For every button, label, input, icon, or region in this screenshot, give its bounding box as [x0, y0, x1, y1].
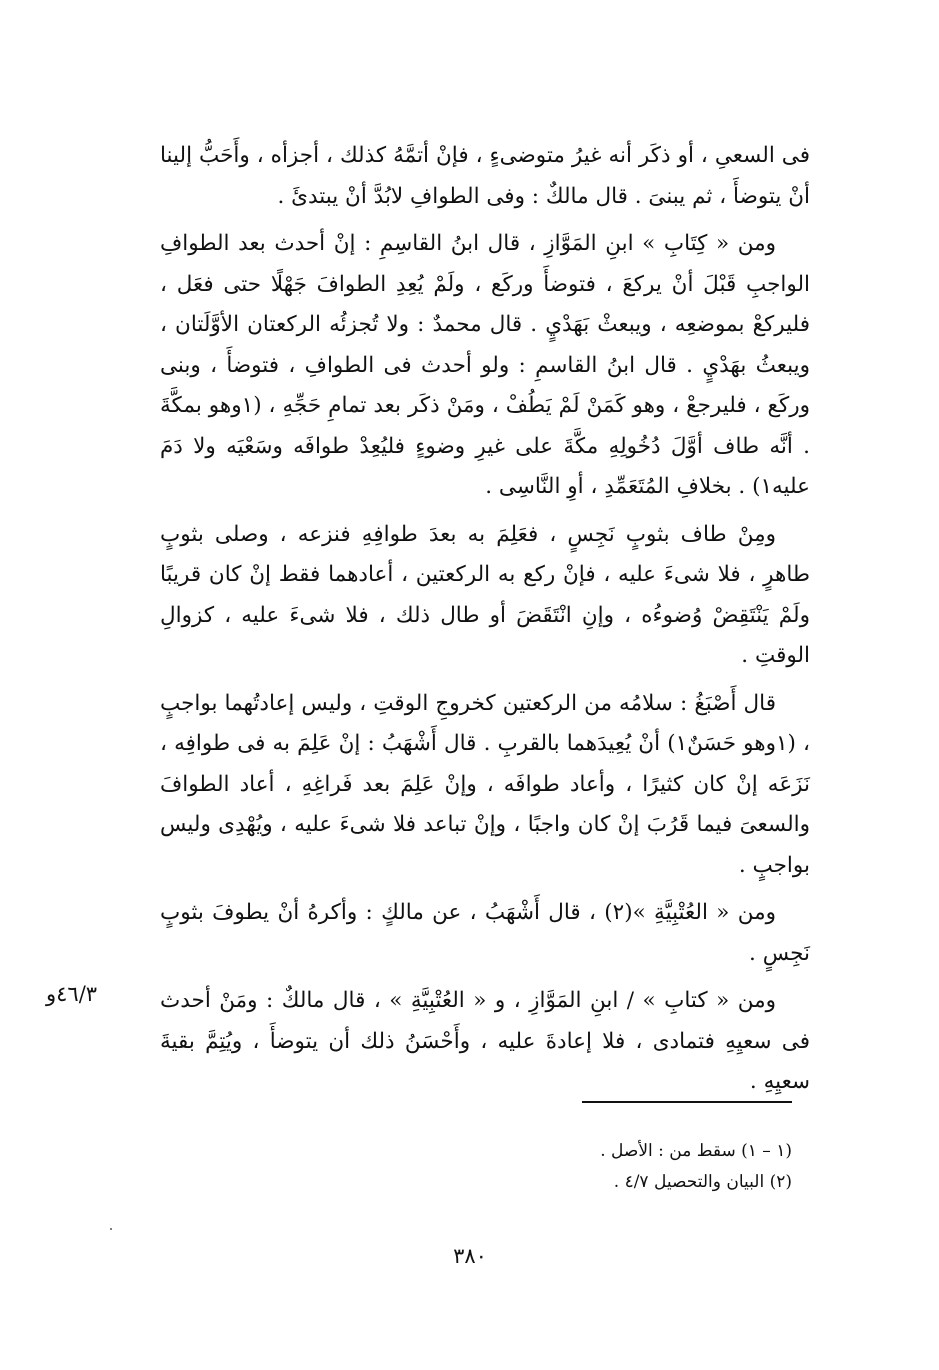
- paragraph: ومن « العُتْبِيَّةِ »(٢) ، قال أَشْهَبُ ، عن مالكٍ : وأكرهُ أنْ يطوفَ بثوبٍ نَجِسٍ .: [160, 900, 810, 966]
- manuscript-folio-note: ٤٦/٣و: [46, 982, 98, 1006]
- scan-speck: [110, 1228, 112, 1230]
- paragraph: فى السعىِ ، أو ذكَر أنه غيرُ متوضىءٍ ، فإنْ أتمَّهُ كذلك ، أجزأه ، وأَحَبُّ إلينا أنْ يتوضأَ ، ثم يبنىَ . قال مالكٌ : وفى الطوافِ لابُدَّ أنْ يبتدئَ .: [160, 143, 810, 209]
- page-number: ٣٨٠: [453, 1244, 487, 1268]
- paragraph: ومِنْ طاف بثوبٍ نَجِسٍ ، فعَلِمَ به بعدَ طوافِهِ فنزعه ، وصلى بثوبٍ طاهرٍ ، فلا شىءَ عليه ، فإنْ ركع به الركعتين ، أعادهما فقط إنْ كان قريبًا ولَمْ يَنْتَقِضْ وُضوءُه ، وإنِ انْتَقَضَ أو طال ذلك ، فلا شىءَ عليه ، كزوالِ الوقتِ .: [160, 521, 810, 668]
- footnote: (١ – ١) سقط من : الأصل .: [600, 1141, 792, 1161]
- footnote: (٢) البيان والتحصيل ٤/٧ .: [613, 1172, 792, 1192]
- paragraph: ومن « كتابِ » / ابنِ المَوَّازِ ، و « العُتْبِيَّةِ » ، قال مالكٌ : ومَنْ أحدث فى سعيِهِ فتمادى ، فلا إعادةَ عليه ، وأَحْسَنُ ذلك أن يتوضأَ ، ويُتِمَّ بقيةَ سعيِهِ .: [160, 988, 810, 1094]
- footnotes: [420, 1136, 792, 1198]
- paragraph: ومن « كِتَابِ » ابنِ المَوَّازِ ، قال ابنُ القاسِمِ : إنْ أحدث بعد الطوافِ الواجبِ قَبْلَ أنْ يركعَ ، فتوضأَ وركَع ، ولَمْ يُعِدِ الطوافَ جَهْلًا حتى فعَل ، فليركعْ بموضعِه ، ويبعثْ بَهَدْيٍ . قال محمدٌ : ولا تُجزئُه الركعتان الأوَّلَتان ، ويبعثُ بهَدْيٍ . قال ابنُ القاسمِ : ولو أحدث فى الطوافِ ، فتوضأَ ، وبنى وركَع ، فليرجعْ ، وهو كَمَنْ لَمْ يَطُفْ ، ومَنْ ذكَر بعد تمامِ حَجِّهِ ، (١وهو بمكَّةَ . أنَّه طاف أوَّلَ دُخُولِهِ مكَّةَ على غيرِ وضوءٍ فليُعِدْ طوافَه وسَعْيَه ولا دَمَ عليه١) . بخلافِ المُتَعَمِّدِ ، أوِ النَّاسِى .: [160, 231, 810, 499]
- footnote-separator: [582, 1101, 792, 1103]
- paragraph: قال أَصْبَغُ : سلامُه من الركعتين كخروجِ الوقتِ ، وليس إعادتُهما بواجبٍ ، (١وهو حَسَنٌ١) أنْ يُعِيدَهما بالقربِ . قال أَشْهَبُ : إنْ عَلِمَ به فى طوافِه ، نَزَعَه إنْ كان كثيرًا ، وأعاد طوافَه ، وإنْ عَلِمَ بعد فَراغِهِ ، أعاد الطوافَ والسعىَ فيما قَرُبَ إنْ كان واجبًا ، وإنْ تباعد فلا شىءَ عليه ، ويُهْدِى وليس بواجبٍ .: [160, 690, 810, 878]
- main-text: [160, 136, 810, 1110]
